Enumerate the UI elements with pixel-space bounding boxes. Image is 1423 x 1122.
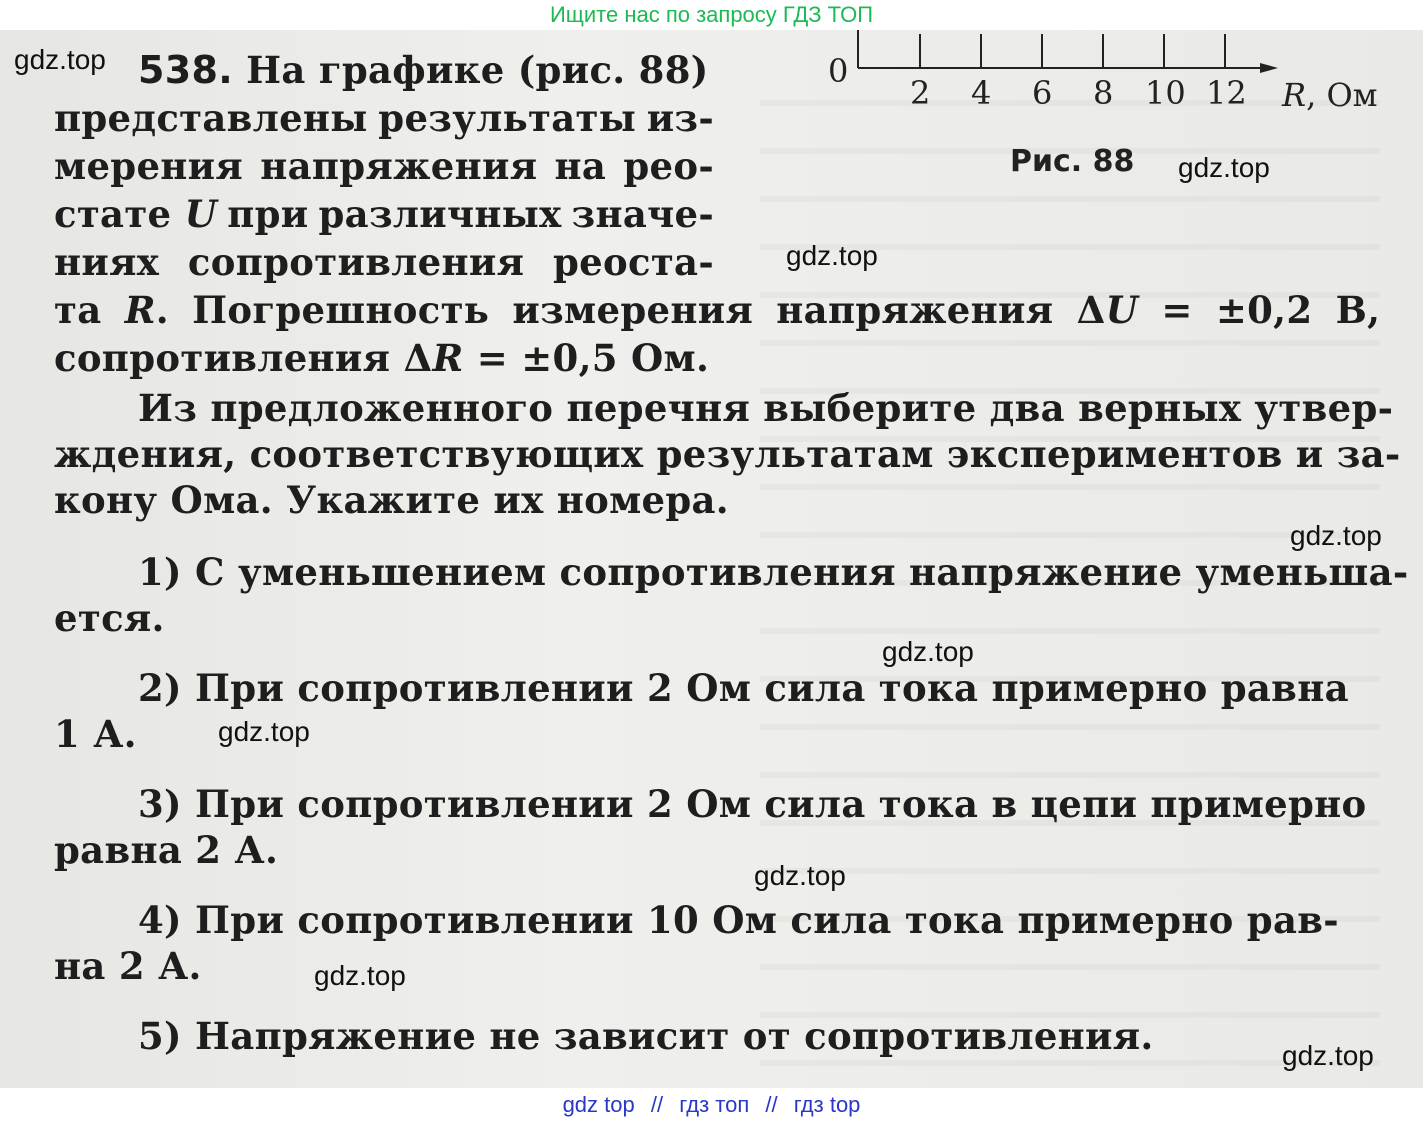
word: рео- [623,144,714,188]
axis-tick-label: 8 [1093,74,1114,112]
watermark: gdz.top [1282,1040,1374,1071]
word: различных [318,192,562,236]
axis-r-variable: R [1282,76,1307,114]
word: ниях [54,240,160,284]
option-1-line-1 [138,550,1409,594]
option-number: 5) [138,1014,182,1058]
axis-tick-label: 6 [1032,74,1053,112]
bottom-banner-item: гдз top [793,1092,861,1117]
option-1-line-2: ется. [54,596,165,640]
option-2-line-2: 1 А. [54,712,137,756]
task-line-3: кону Ома. Укажите их номера. [54,478,729,522]
word: напряжения [260,144,538,188]
option-3-line-2: равна 2 А. [54,828,279,872]
option-3-line-1 [138,782,1374,826]
word: результаты [378,96,637,140]
option-2-line-1 [138,666,1374,710]
variable-u: U [1105,288,1139,332]
figure-caption: Рис. 88 [1010,144,1135,179]
option-number: 1) [138,550,182,594]
variable-r: R [124,288,156,332]
option-5-line-1 [138,1014,1374,1058]
option-text: С уменьшением сопротивления напряжение уменьша- [195,550,1409,594]
variable-r: R [432,336,464,380]
word: на [554,144,607,188]
axis-tick-label: 2 [910,74,931,112]
bottom-banner-item: гдз топ [679,1092,750,1117]
bottom-banner-separator: // [650,1092,664,1117]
top-banner [0,0,1423,30]
watermark: gdz.top [882,636,974,667]
text: = ±0,5 Ом. [463,336,710,380]
top-banner-text: Ищите нас по запросу ГДЗ ТОП [549,2,874,27]
watermark: gdz.top [754,860,846,891]
watermark: gdz.top [1178,152,1270,183]
problem-line-5 [54,240,714,284]
option-number: 3) [138,782,182,826]
bottom-banner-item: gdz top [562,1092,635,1117]
watermark: gdz.top [14,44,106,75]
word: мерения [54,144,244,188]
bottom-banner [0,1088,1423,1122]
word: реоста- [553,240,714,284]
option-text: При сопротивлении 10 Ом сила тока примерно рав- [195,898,1339,942]
axis-r-unit: , Ом [1306,76,1378,114]
problem-line-4 [54,192,714,236]
word-group [54,192,217,236]
task-line-1: Из предложенного перечня выберите два верных утвер- [138,386,1394,430]
problem-line-2 [54,96,714,140]
watermark: gdz.top [218,716,310,747]
problem-line-1-text: На графике (рис. 88) [246,48,709,92]
option-number: 2) [138,666,182,710]
watermark: gdz.top [314,960,406,991]
text: . Погрешность измерения напряжения Δ [155,288,1106,332]
text: = ±0,2 В, [1138,288,1381,332]
option-text: При сопротивлении 2 Ом сила тока в цепи примерно [195,782,1367,826]
option-text: При сопротивлении 2 Ом сила тока примерно равна [195,666,1349,710]
axis-tick-label: 12 [1206,74,1247,112]
text: сопротивления Δ [54,336,433,380]
axis-tick-label: 4 [971,74,992,112]
bottom-banner-separator: // [765,1092,778,1117]
word: представлены [54,96,368,140]
problem-line-1 [54,48,1374,92]
word: при [227,192,309,236]
axis-tick-label: 10 [1145,74,1186,112]
problem-line-7 [54,336,1374,380]
variable-u: U [184,192,218,236]
option-4-line-1 [138,898,1374,942]
option-number: 4) [138,898,182,942]
word: стате [54,192,172,236]
task-line-2: ждения, соответствующих результатам экспериментов и за- [54,432,1401,476]
word: сопротивления [187,240,525,284]
watermark: gdz.top [1290,520,1382,551]
option-4-line-2: на 2 А. [54,944,202,988]
option-text: Напряжение не зависит от сопротивления. [195,1014,1154,1058]
word: значе- [571,192,714,236]
problem-line-3 [54,144,714,188]
watermark: gdz.top [786,240,878,271]
word: из- [646,96,714,140]
text: та [54,288,102,332]
problem-number: 538. [138,48,233,92]
axis-origin-label: 0 [828,52,849,90]
problem-line-6 [54,288,1381,332]
